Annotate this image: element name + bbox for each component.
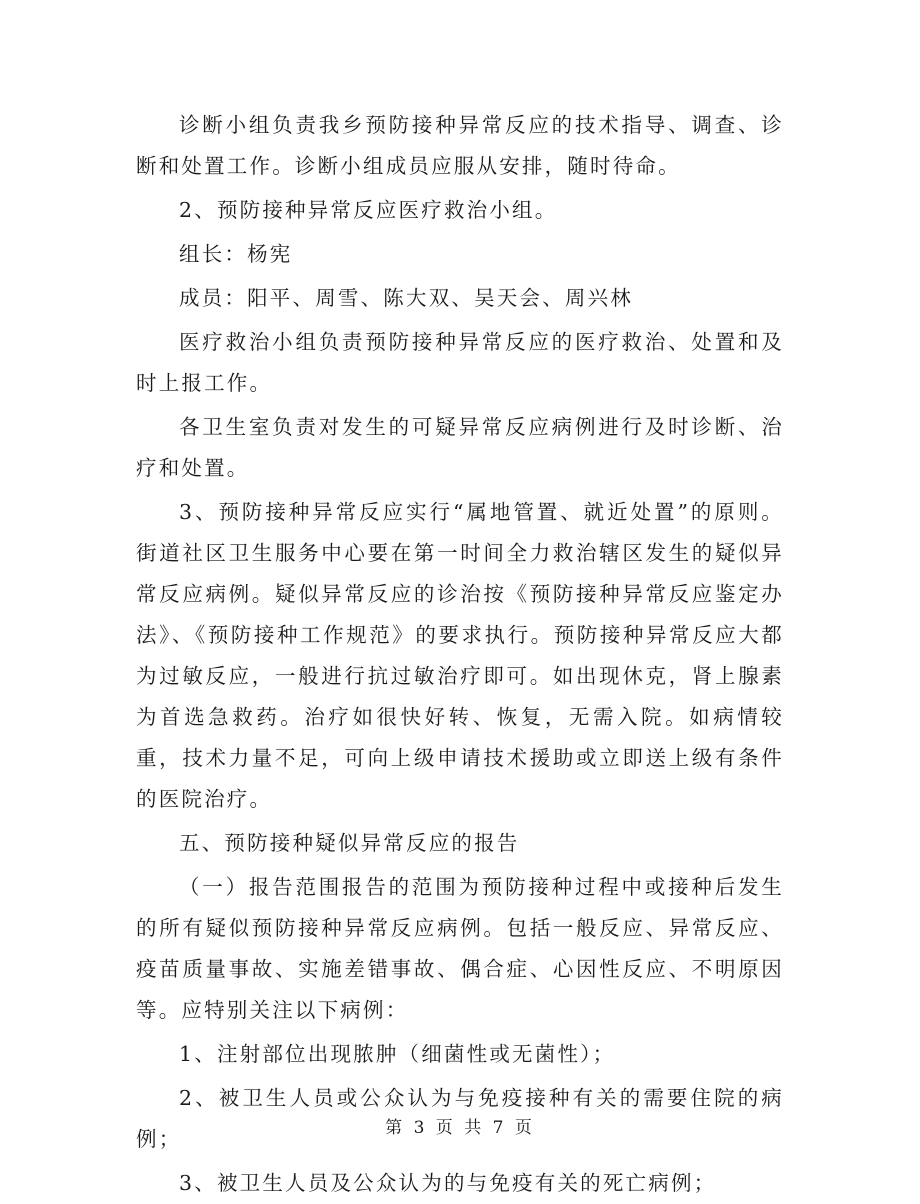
paragraph-handling-principle: 3、预防接种异常反应实行“属地管置、就近处置”的原则。街道社区卫生服务中心要在第一时间全力救治辖区发生的疑似异常反应病例。疑似异常反应的诊治按《预防接种异常反应鉴定办法》、《预防接种工作规范》的要求执行。预防接种异常反应大都为过敏反应，一般进行抗过敏治疗即可。如出现休克，肾上腺素为首选急救药。治疗如很快好转、恢复，无需入院。如病情较重，技术力量不足，可向上级申请技术援助或立即送上级有条件的医院治疗。 [136,500,784,811]
paragraph-reporting-scope: （一）报告范围报告的范围为预防接种过程中或接种后发生的所有疑似预防接种异常反应病例。包括一般反应、异常反应、疫苗质量事故、实施差错事故、偶合症、心因性反应、不明原因等。应特别关注以下病例： [136,875,784,1022]
list-item-abscess: 1、注射部位出现脓肿（细菌性或无菌性）； [179,1042,616,1066]
paragraph-treatment-group-heading: 2、预防接种异常反应医疗救治小组。 [179,198,558,222]
paragraph-treatment-group-duties: 医疗救治小组负责预防接种异常反应的医疗救治、处置和及时上报工作。 [136,330,784,395]
paragraph-group-members: 成员：阳平、周雪、陈大双、吴天会、周兴林 [179,286,633,310]
list-item-death: 3、被卫生人员及公众认为的与免疫有关的死亡病例； [179,1171,717,1195]
paragraph-group-leader: 组长：杨宪 [179,242,293,266]
document-body [136,105,784,1204]
page-indicator: 第 3 页 共 7 页 [385,1118,535,1138]
list-item-hospitalization: 2、被卫生人员或公众认为与免疫接种有关的需要住院的病例； [136,1086,784,1151]
section-heading-reporting: 五、预防接种疑似异常反应的报告 [179,831,520,855]
paragraph-diagnosis-group-duties: 诊断小组负责我乡预防接种异常反应的技术指导、调查、诊断和处置工作。诊断小组成员应服从安排，随时待命。 [136,113,784,178]
paragraph-clinic-duties: 各卫生室负责对发生的可疑异常反应病例进行及时诊断、治疗和处置。 [136,415,784,480]
